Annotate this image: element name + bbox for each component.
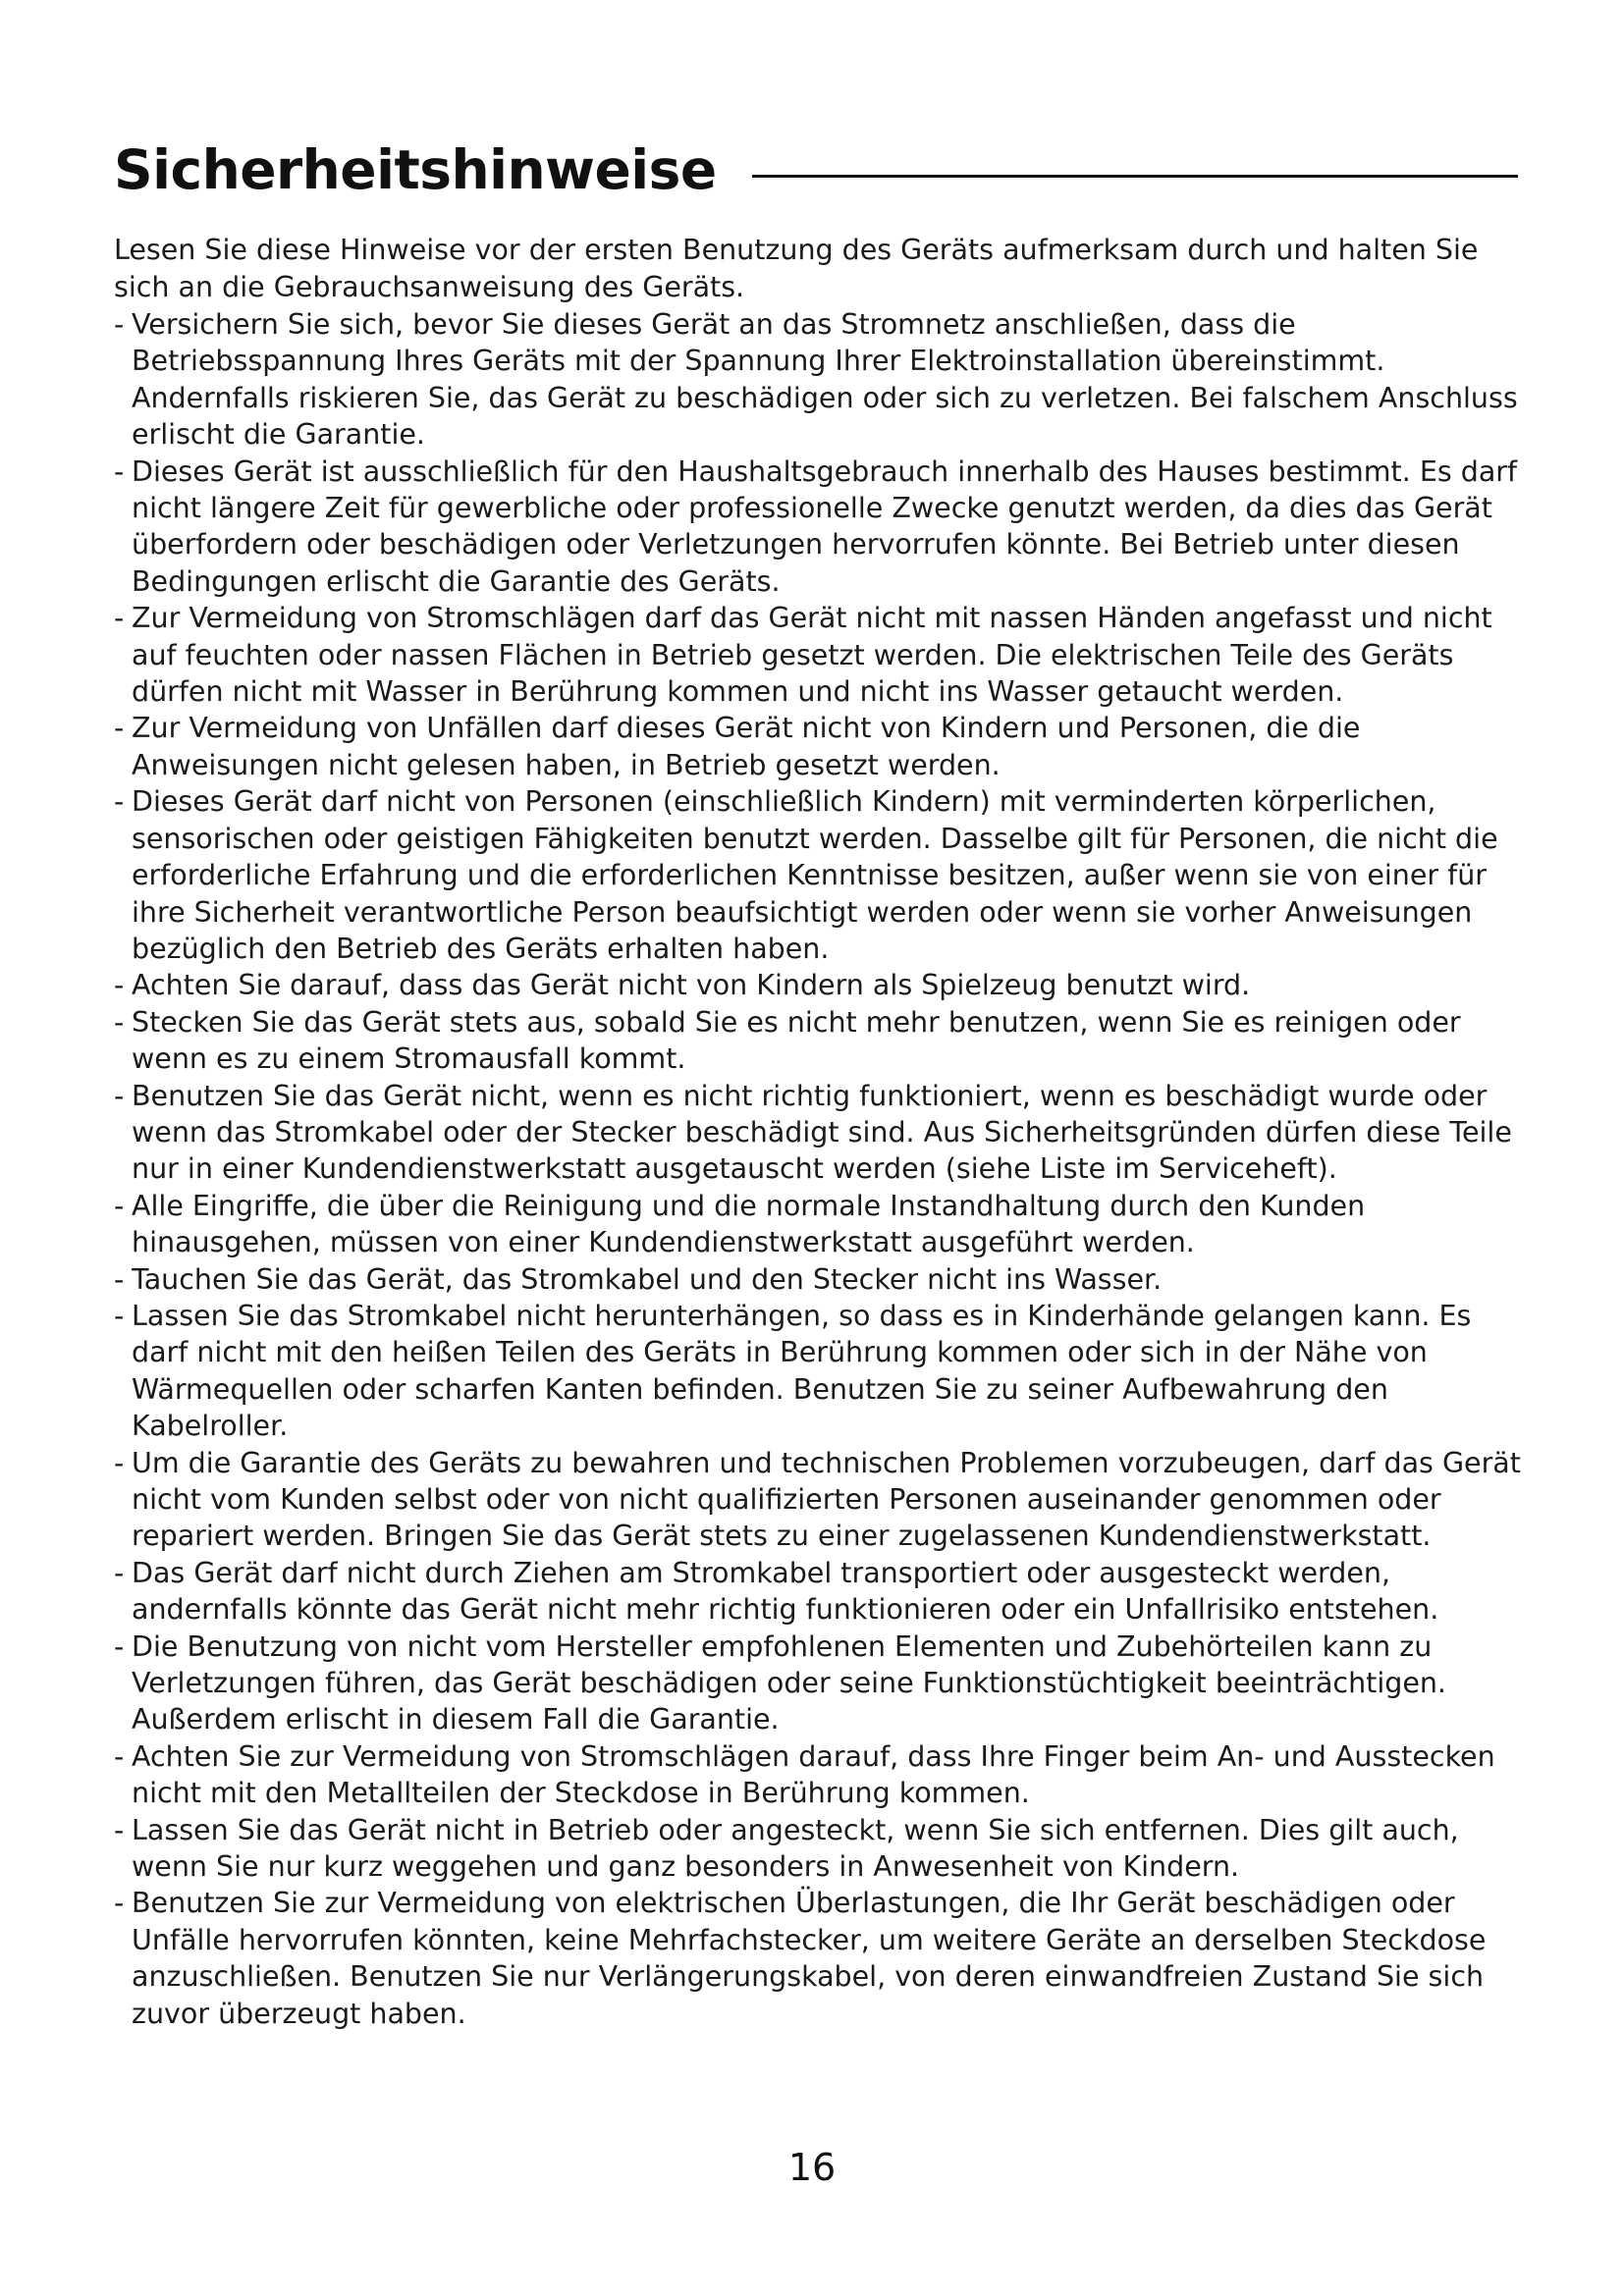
title-underline-rule <box>752 175 1518 178</box>
list-item-text: Dieses Gerät darf nicht von Personen (einschließlich Kindern) mit verminderten körperlichen, sensorischen oder geistigen Fähigkeiten benutzt werden. Dasselbe gilt für Personen, die nicht die erforderliche Erfahrung und die erforderlichen Kenntnisse besitzen, außer wenn sie von einer für ihre Sicherheit verantwortliche Person beaufsichtigt werden oder wenn sie vorher Anweisungen bezüglich den Betrieb des Geräts erhalten haben. <box>132 785 1498 965</box>
safety-instructions-body <box>114 232 1528 2032</box>
bullet-dash: - <box>114 712 125 745</box>
list-item <box>114 1555 1528 1629</box>
list-item <box>114 1298 1528 1445</box>
list-item-text: Benutzen Sie das Gerät nicht, wenn es nicht richtig funktioniert, wenn es beschädigt wurde oder wenn das Stromkabel oder der Stecker beschädigt sind. Aus Sicherheitsgründen dürfen diese Teile nur in einer Kundendienstwerkstatt ausgetauscht werden (siehe Liste im Serviceheft). <box>132 1079 1512 1186</box>
list-item <box>114 454 1528 601</box>
section-header <box>114 135 1518 204</box>
list-item-text: Lassen Sie das Stromkabel nicht herunterhängen, so dass es in Kinderhände gelangen kann. Es darf nicht mit den heißen Teilen des Geräts in Berührung kommen oder sich in der Nähe von Wärmequellen oder scharfen Kanten befinden. Benutzen Sie zu seiner Aufbewahrung den Kabelroller. <box>132 1299 1472 1443</box>
list-item-text: Zur Vermeidung von Unfällen darf dieses Gerät nicht von Kindern und Personen, die die Anweisungen nicht gelesen haben, in Betrieb gesetzt werden. <box>132 712 1361 781</box>
bullet-dash: - <box>114 308 125 341</box>
bullet-dash: - <box>114 602 125 635</box>
list-item-text: Die Benutzung von nicht vom Hersteller empfohlenen Elementen und Zubehörteilen kann zu Verletzungen führen, das Gerät beschädigen oder seine Funktionstüchtigkeit beeinträchtigen. Außerdem erlischt in diesem Fall die Garantie. <box>132 1629 1446 1736</box>
bullet-dash: - <box>114 1556 125 1589</box>
list-item <box>114 1261 1528 1298</box>
list-item <box>114 1629 1528 1738</box>
list-item-text: Achten Sie zur Vermeidung von Stromschlägen darauf, dass Ihre Finger beim An- und Ausstecken nicht mit den Metallteilen der Steckdose in Berührung kommen. <box>132 1739 1495 1810</box>
safety-instructions-list <box>114 306 1528 2032</box>
bullet-dash: - <box>114 1299 125 1332</box>
bullet-dash: - <box>114 1005 125 1039</box>
list-item <box>114 600 1528 710</box>
list-item <box>114 783 1528 967</box>
bullet-dash: - <box>114 969 125 1002</box>
list-item <box>114 306 1528 454</box>
list-item-text: Um die Garantie des Geräts zu bewahren und technischen Problemen vorzubeugen, darf das Gerät nicht vom Kunden selbst oder von nicht qualifizierten Personen auseinander genommen oder repariert werden. Bringen Sie das Gerät stets zu einer zugelassenen Kundendienstwerkstatt. <box>132 1446 1521 1553</box>
bullet-dash: - <box>114 1189 125 1222</box>
list-item <box>114 1004 1528 1078</box>
bullet-dash: - <box>114 1262 125 1296</box>
list-item <box>114 1445 1528 1555</box>
list-item <box>114 1188 1528 1261</box>
bullet-dash: - <box>114 1629 125 1663</box>
bullet-dash: - <box>114 1887 125 1920</box>
list-item-text: Stecken Sie das Gerät stets aus, sobald Sie es nicht mehr benutzen, wenn Sie es reinigen oder wenn es zu einem Stromausfall kommt. <box>132 1005 1461 1076</box>
bullet-dash: - <box>114 1739 125 1773</box>
list-item <box>114 1738 1528 1812</box>
list-item-text: Alle Eingriffe, die über die Reinigung und die normale Instandhaltung durch den Kunden hinausgehen, müssen von einer Kundendienstwerkstatt ausgeführt werden. <box>132 1189 1366 1259</box>
intro-paragraph: Lesen Sie diese Hinweise vor der ersten Benutzung des Geräts aufmerksam durch und halten Sie sich an die Gebrauchsanweisung des Geräts. <box>114 234 1479 303</box>
list-item-text: Versichern Sie sich, bevor Sie dieses Gerät an das Stromnetz anschließen, dass die Betriebsspannung Ihres Geräts mit der Spannung Ihrer Elektroinstallation übereinstimmt. Andernfalls riskieren Sie, das Gerät zu beschädigen oder sich zu verletzen. Bei falschem Anschluss erlischt die Garantie. <box>132 308 1518 452</box>
list-item-text: Dieses Gerät ist ausschließlich für den Haushaltsgebrauch innerhalb des Hauses bestimmt. Es darf nicht längere Zeit für gewerbliche oder professionelle Zwecke genutzt werden, da dies das Gerät überfordern oder beschädigen oder Verletzungen hervorrufen könnte. Bei Betrieb unter diesen Bedingungen erlischt die Garantie des Geräts. <box>132 454 1518 598</box>
bullet-dash: - <box>114 454 125 488</box>
page-number: 16 <box>787 2146 837 2189</box>
list-item-text: Benutzen Sie zur Vermeidung von elektrischen Überlastungen, die Ihr Gerät beschädigen oder Unfälle hervorrufen könnten, keine Mehrfachstecker, um weitere Geräte an derselben Steckdose anzuschließen. Benutzen Sie nur Verlängerungskabel, von deren einwandfreien Zustand Sie sich zuvor überzeugt haben. <box>132 1887 1487 2030</box>
list-item <box>114 1885 1528 2032</box>
list-item <box>114 710 1528 783</box>
list-item <box>114 1812 1528 1886</box>
list-item-text: Zur Vermeidung von Stromschlägen darf das Gerät nicht mit nassen Händen angefasst und nicht auf feuchten oder nassen Flächen in Betrieb gesetzt werden. Die elektrischen Teile des Geräts dürfen nicht mit Wasser in Berührung kommen und nicht ins Wasser getaucht werden. <box>132 602 1492 709</box>
list-item-text: Das Gerät darf nicht durch Ziehen am Stromkabel transportiert oder ausgesteckt werden, andernfalls könnte das Gerät nicht mehr richtig funktionieren oder ein Unfallrisiko entstehen. <box>132 1556 1439 1627</box>
bullet-dash: - <box>114 1813 125 1846</box>
bullet-dash: - <box>114 1446 125 1479</box>
list-item-text: Tauchen Sie das Gerät, das Stromkabel und den Stecker nicht ins Wasser. <box>132 1262 1163 1296</box>
list-item-text: Lassen Sie das Gerät nicht in Betrieb oder angesteckt, wenn Sie sich entfernen. Dies gilt auch, wenn Sie nur kurz weggehen und ganz besonders in Anwesenheit von Kindern. <box>132 1813 1459 1884</box>
bullet-dash: - <box>114 785 125 819</box>
list-item <box>114 967 1528 1003</box>
page-title: Sicherheitshinweise <box>114 137 717 201</box>
list-item <box>114 1078 1528 1188</box>
list-item-text: Achten Sie darauf, dass das Gerät nicht von Kindern als Spielzeug benutzt wird. <box>132 969 1251 1002</box>
bullet-dash: - <box>114 1079 125 1112</box>
